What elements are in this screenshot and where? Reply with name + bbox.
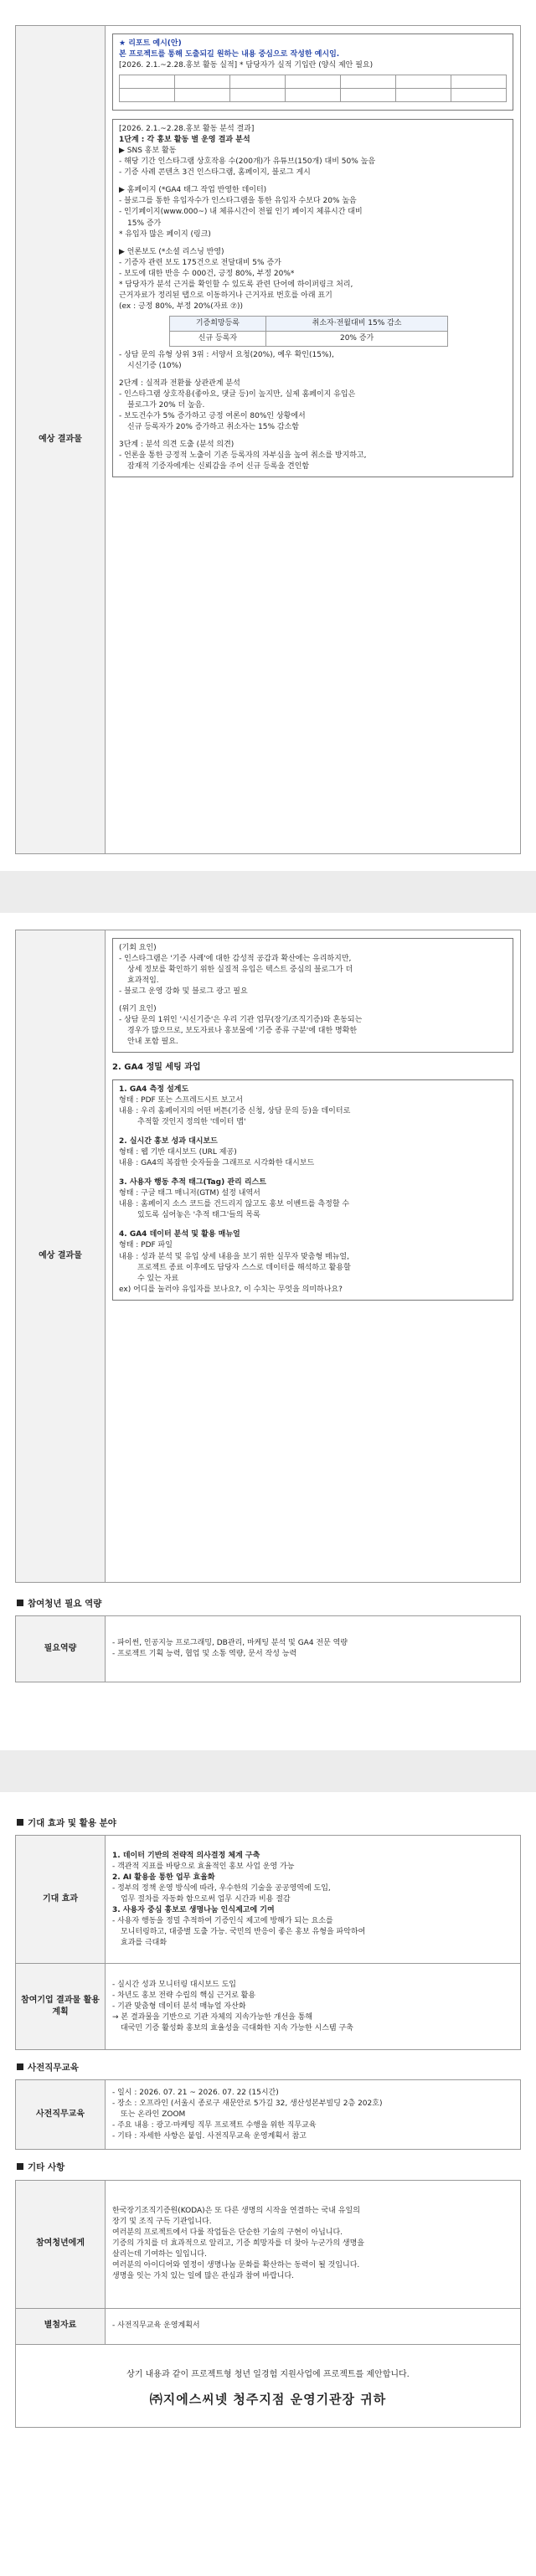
plan-line: - 차년도 홍보 전략 수립의 핵심 근거로 활용 (112, 1991, 256, 2000)
deliverable-title: 4. GA4 데이터 분석 및 활용 매뉴얼 (119, 1230, 240, 1239)
message-line: 장기 및 조직 구득 기관입니다. (112, 2218, 212, 2227)
training-line: - 주요 내용 : 광고·마케팅 직무 프로젝트 수행을 위한 직무교육 (112, 2120, 317, 2130)
factor-line (119, 997, 507, 1004)
label-attachments: 별첨자료 (16, 2308, 106, 2344)
deliverable-line: 있도록 심어놓은 '추적 태그'들의 목록 (137, 1211, 260, 1220)
label-to-participants: 참여청년에게 (16, 2180, 106, 2308)
analysis-line (119, 433, 507, 440)
report-example-box (112, 33, 513, 111)
analysis-line (119, 372, 507, 379)
analysis-line: [2026. 2.1.~2.28.홍보 활동 분석 결과] (119, 125, 255, 134)
analysis-line: 신규 등록자가 20% 증가하고 취소자는 15% 감소함 (127, 423, 299, 432)
ga4-deliverables-box (112, 1079, 513, 1301)
effect-line: 업무 절차를 자동화 함으로써 업무 시간과 비용 절감 (121, 1894, 291, 1904)
attachment-line: - 사전직무교육 운영계획서 (106, 2308, 521, 2344)
deliverable-line: 내용 : GA4의 복잡한 숫자들을 그래프로 시각화한 대시보드 (119, 1159, 315, 1168)
section-header-effects (17, 1817, 521, 1830)
analysis-line: - 상담 문의 유형 상위 3위 : 서양서 요청(20%), 예우 확인(15%), (119, 350, 334, 359)
section-header-text: 참여청년 필요 역량 (28, 1599, 102, 1609)
analysis-line: * 담당자가 분석 근거를 확인할 수 있도록 관련 단어에 하이퍼링크 처리, (119, 280, 353, 289)
analysis-line: - 기증자 관련 보도 175건으로 전달대비 5% 증가 (119, 258, 281, 267)
training-line: - 장소 : 오프라인 (서울시 종로구 새문안로 5가길 32, 생산성본부빌딩 2층 202호) (112, 2099, 383, 2108)
deliverable-line: 형태 : PDF 파일 (119, 1241, 173, 1250)
footer-message: 상기 내용과 같이 프로젝트형 청년 일경험 지원사업에 프로젝트를 제안합니다. (126, 2369, 410, 2379)
analysis-line: 잠재적 기증자에게는 신뢰감을 주어 신규 등록을 견인함 (127, 462, 310, 471)
section-header-text: 기대 효과 및 활용 분야 (28, 1818, 116, 1828)
training-line: - 일시 : 2026. 07. 21 ~ 2026. 07. 22 (15시간) (112, 2088, 279, 2097)
section-header-pre-training (17, 2062, 521, 2074)
skill-line: - 프로젝트 기획 능력, 협업 및 소통 역량, 문서 작성 능력 (112, 1650, 297, 1659)
report-example-subtitle: 본 프로젝트를 통해 도출되길 원하는 내용 중심으로 작성한 예시임. (119, 50, 340, 59)
table-cell: 신규 등록자 (170, 331, 266, 346)
report-example-title: ★ 리포트 예시(안) (119, 39, 182, 48)
footer-signature: ㈜지에스씨넷 청주지점 운영기관장 귀하 (149, 2392, 387, 2408)
message-line: 여러분의 프로젝트에서 다룰 작업들은 단순한 기술의 구현이 아닙니다. (112, 2228, 343, 2238)
deliverable-item (119, 1084, 507, 1128)
analysis-line: - 인기페이지(www.000~) 내 체류시간이 전월 인기 페이지 체류시간 대비 (119, 208, 363, 217)
factor-line: - 상담 문의 1위인 '시신기증'은 우리 기관 업무(장기/조직기증)와 혼동되는 (119, 1016, 363, 1025)
deliverable-line: 형태 : 웹 기반 대시보드 (URL 제공) (119, 1148, 237, 1157)
table-cell: 기증희망등록 (170, 316, 266, 331)
factor-line: 안내 포함 필요. (127, 1038, 178, 1047)
plan-line: → 본 결과물을 기반으로 기관 자체의 지속가능한 개선을 통해 (112, 2012, 313, 2022)
table-cell: 20% 증가 (265, 331, 448, 346)
message-line: 살리는데 기여하는 일입니다. (112, 2250, 207, 2259)
deliverable-line: 형태 : 구글 태그 매니저(GTM) 설정 내역서 (119, 1189, 260, 1198)
analysis-line: - 블로그를 통한 유입자수가 인스타그램을 통한 유입자 수보다 20% 높음 (119, 197, 357, 206)
deliverable-line: ex) 어디를 눌러야 유입자를 보나요?, 이 수치는 무엇을 의미하나요? (119, 1285, 343, 1294)
deliverable-line: 내용 : 우리 홈페이지의 어떤 버튼(기증 신청, 상담 문의 등)을 데이터로 (119, 1107, 351, 1116)
analysis-line: ▶ 언론보도 (*소셜 리스닝 반영) (119, 247, 224, 256)
label-expected-effect: 기대 효과 (16, 1836, 106, 1964)
footer-cell (16, 2344, 521, 2427)
analysis-line: 근거자료가 정리된 탭으로 이동하거나 근거자료 번호를 아래 표기 (119, 291, 332, 300)
message-line: 기증의 가치를 더 효과적으로 알리고, 기증 희망자를 더 찾아 누군가의 생명을 (112, 2239, 364, 2249)
effect-line: 1. 데이터 기반의 전략적 의사결정 체계 구축 (112, 1851, 260, 1860)
analysis-line: - 보도에 대한 반응 수 000건, 긍정 80%, 부정 20%* (119, 269, 295, 278)
deliverable-title: 2. 실시간 홍보 성과 대시보드 (119, 1137, 218, 1146)
effect-line: 효과를 극대화 (121, 1938, 168, 1947)
analysis-line: 3단계 : 분석 의견 도출 (분석 의견) (119, 440, 234, 450)
deliverable-item (119, 1136, 507, 1169)
effect-line: 모니터링하고, 대중별 도출 가능. 국민의 반응이 좋은 홍보 유형을 파악하여 (121, 1927, 366, 1936)
analysis-line: 블로그가 20% 더 높음. (127, 401, 205, 410)
effect-line: - 객관적 지표를 바탕으로 효율적인 홍보 사업 운영 가능 (112, 1862, 295, 1871)
label-expected-result-1: 예상 결과물 (16, 26, 106, 854)
analysis-line: 15% 증가 (127, 219, 162, 228)
deliverable-line: 프로젝트 종료 이후에도 담당자 스스로 데이터를 해석하고 활용할 (137, 1263, 351, 1272)
training-line: 또는 온라인 ZOOM (121, 2110, 186, 2119)
section-header-required (17, 1598, 521, 1610)
section-header-etc (17, 2161, 521, 2174)
effect-line: - 사용자 행동을 정밀 추적하여 기증인식 제고에 방해가 되는 요소를 (112, 1916, 333, 1925)
effect-line: 2. AI 활용을 통한 업무 효율화 (112, 1873, 215, 1882)
opportunity-risk-box (112, 938, 513, 1053)
deliverable-line: 수 있는 자료 (137, 1274, 179, 1283)
factor-line: - 인스타그램은 '기증 사례'에 대한 감성적 공감과 확산에는 유리하지만, (119, 955, 352, 964)
plan-line: 대국민 기증 활성화 홍보의 효율성을 극대화한 지속 가능한 시스템 구축 (121, 2023, 353, 2032)
plan-line: - 기관 맞춤형 데이터 분석 매뉴얼 자산화 (112, 2002, 246, 2011)
page-1 (15, 25, 521, 854)
deliverable-line: 내용 : 홈페이지 소스 코드를 건드리지 않고도 홍보 이벤트를 측정할 수 (119, 1200, 350, 1209)
training-line: - 기타 : 자세한 사항은 붙임. 사전직무교육 운영계획서 참고 (112, 2132, 307, 2141)
deliverable-title: 1. GA4 측정 설계도 (119, 1084, 189, 1094)
table-cell: 취소자·전월대비 15% 감소 (265, 316, 448, 331)
ga4-section-title: 2. GA4 정밀 세팅 과업 (112, 1063, 201, 1073)
report-example-line: [2026. 2.1.~2.28.홍보 활동 실적] * 담당자가 실적 기입란 (양식 제안 필요) (119, 61, 374, 70)
section-header-text: 사전직무교육 (28, 2063, 79, 2074)
analysis-line: * 유입자 많은 페이지 (링크) (119, 229, 211, 239)
page-break (0, 871, 536, 913)
factor-line: 경우가 많으므로, 보도자료나 홍보물에 '기증 종류 구분'에 대한 명확한 (127, 1027, 358, 1036)
analysis-line: 1단계 : 각 홍보 활동 별 운영 결과 분석 (119, 136, 250, 145)
page-2 (15, 930, 521, 1682)
effect-line: 3. 사용자 중심 홍보로 생명나눔 인식제고에 기여 (112, 1905, 275, 1914)
factor-line: 효과적임. (127, 976, 159, 986)
section-header-text: 기타 사항 (28, 2162, 65, 2173)
skill-line: - 파이썬, 인공지능 프로그래밍, DB관리, 마케팅 분석 및 GA4 전문 역량 (112, 1639, 348, 1648)
factor-line: (기회 요인) (119, 944, 157, 952)
analysis-line: - 인스타그램 상호작용(좋아요, 댓글 등)이 높지만, 실제 홈페이지 유입은 (119, 390, 356, 399)
deliverable-line: 추적할 것인지 정의한 '데이터 맵' (137, 1118, 246, 1127)
label-expected-result-2: 예상 결과물 (16, 930, 106, 1583)
deliverable-line: 형태 : PDF 또는 스프레드시트 보고서 (119, 1095, 243, 1105)
analysis-line: 2단계 : 실적과 전환률 상관관계 분석 (119, 379, 240, 389)
deliverable-item (119, 1177, 507, 1221)
factor-line: 상세 정보를 확인하기 위한 실질적 유입은 텍스트 중심의 블로그가 더 (127, 966, 353, 975)
effect-line: - 정부의 정책 운영 방식에 따라, 우수한의 기술을 공공영역에 도입, (112, 1883, 331, 1893)
analysis-result-box (112, 119, 513, 477)
factor-line: (위기 요인) (119, 1005, 157, 1014)
plan-line: - 실시간 성과 모니터링 대시보드 도입 (112, 1980, 236, 1989)
factor-line: - 블로그 운영 강화 및 블로그 광고 필요 (119, 987, 248, 997)
analysis-line: ▶ 홈페이지 (*GA4 태그 작업 반영한 데이터) (119, 186, 267, 195)
blank-input-table (119, 75, 507, 102)
deliverable-item (119, 1229, 507, 1295)
analysis-line: - 해당 기간 인스타그램 상호작용 수(200개)가 유튜브(150개) 대비 50% 높음 (119, 157, 376, 167)
message-line: 여러분의 아이디어와 열정이 생명나눔 문화를 확산하는 동력이 될 것입니다. (112, 2261, 360, 2270)
analysis-line: 시신기증 (10%) (127, 362, 182, 371)
deliverable-title: 3. 사용자 행동 추적 태그(Tag) 관리 리스트 (119, 1178, 266, 1188)
analysis-line (119, 178, 507, 185)
analysis-line (119, 240, 507, 247)
message-line: 생명을 잇는 가치 있는 일에 많은 관심과 참여 바랍니다. (112, 2272, 295, 2281)
label-usage-plan: 참여기업 결과물 활용 계획 (16, 1964, 106, 2050)
message-line: 한국장기조직기증원(KODA)은 또 다른 생명의 시작을 연결하는 국내 유일의 (112, 2206, 360, 2215)
registration-table (169, 316, 448, 347)
analysis-line: - 보도건수가 5% 증가하고 긍정 여론이 80%인 상황에서 (119, 412, 306, 421)
label-required-skills: 필요역량 (16, 1616, 106, 1682)
analysis-line: - 언론을 통한 긍정적 노출이 기존 등록자의 자부심을 높여 취소를 방지하고, (119, 451, 367, 461)
deliverable-line: 내용 : 성과 분석 및 유입 상세 내용을 보기 위한 실무자 맞춤형 매뉴얼, (119, 1252, 349, 1261)
analysis-line: (ex : 긍정 80%, 부정 20%(자료 ⑦)) (119, 301, 244, 311)
page-3 (15, 1817, 521, 2428)
label-pre-training: 사전직무교육 (16, 2080, 106, 2150)
page-break (0, 1750, 536, 1792)
analysis-line: ▶ SNS 홍보 활동 (119, 147, 177, 156)
analysis-line: - 기증 사례 콘텐츠 3건 인스타그램, 홈페이지, 블로그 게시 (119, 168, 311, 178)
